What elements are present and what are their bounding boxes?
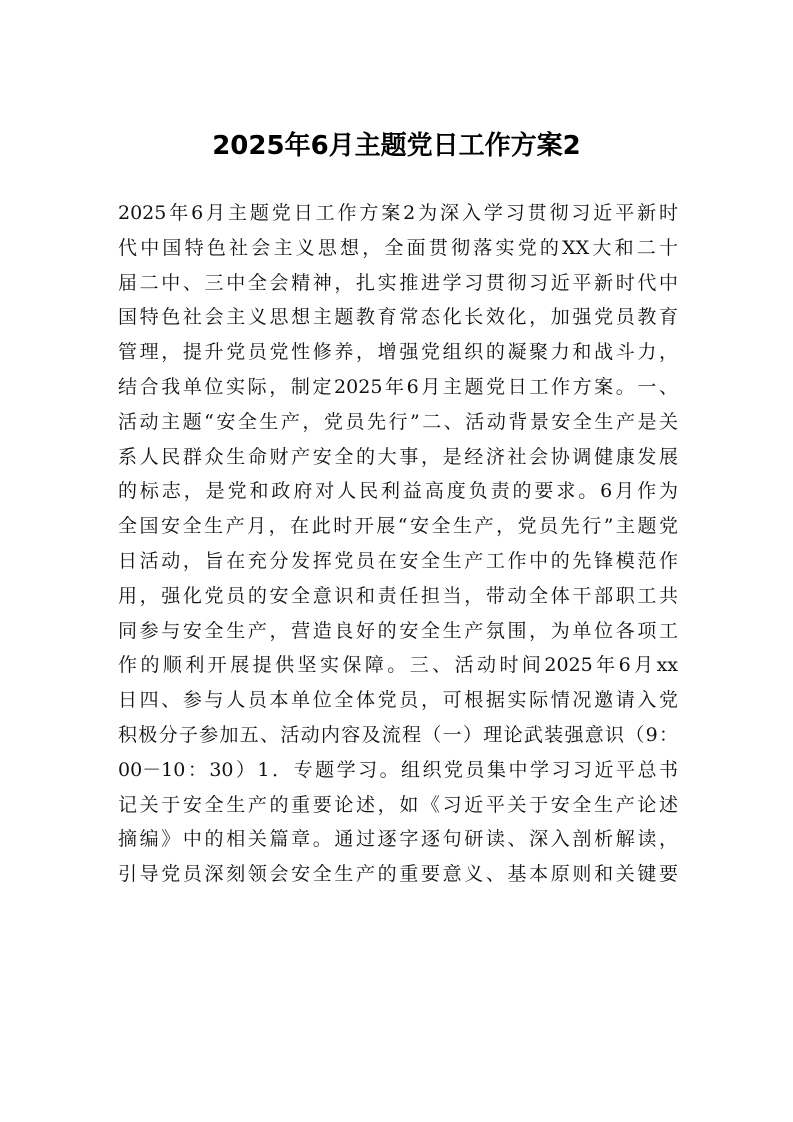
body-line: 积极分子参加五、活动内容及流程（一）理论武装强意识（9： <box>118 723 678 746</box>
body-line: 管理，提升党员党性修养，增强党组织的凝聚力和战斗力， <box>118 341 678 364</box>
body-line: 国特色社会主义思想主题教育常态化长效化，加强党员教育 <box>118 306 678 329</box>
body-line: 摘编》中的相关篇章。通过逐字逐句研读、深入剖析解读， <box>118 828 678 851</box>
body-line: 引导党员深刻领会安全生产的重要意义、基本原则和关键要 <box>118 863 678 886</box>
body-line: 全国安全生产月，在此时开展“安全生产，党员先行”主题党 <box>118 515 678 538</box>
body-line: 作的顺利开展提供坚实保障。三、活动时间2025年6月xx <box>118 654 678 677</box>
body-line: 用，强化党员的安全意识和责任担当，带动全体干部职工共 <box>118 584 678 607</box>
body-line: 系人民群众生命财产安全的大事，是经济社会协调健康发展 <box>118 445 678 468</box>
body-line: 的标志，是党和政府对人民利益高度负责的要求。6月作为 <box>118 480 678 503</box>
body-line: 活动主题“安全生产，党员先行”二、活动背景安全生产是关 <box>118 410 678 433</box>
body-line: 代中国特色社会主义思想，全面贯彻落实党的XX大和二十 <box>118 236 678 259</box>
body-line: 届二中、三中全会精神，扎实推进学习贯彻习近平新时代中 <box>118 271 678 294</box>
body-line: 日四、参与人员本单位全体党员，可根据实际情况邀请入党 <box>118 689 678 712</box>
body-line: 记关于安全生产的重要论述，如《习近平关于安全生产论述 <box>118 793 678 816</box>
body-line: 00－10：30）1．专题学习。组织党员集中学习习近平总书 <box>118 758 678 781</box>
body-line: 2025年6月主题党日工作方案2为深入学习贯彻习近平新时 <box>118 202 678 224</box>
body-line: 日活动，旨在充分发挥党员在安全生产工作中的先锋模范作 <box>118 549 678 572</box>
body-line: 结合我单位实际，制定2025年6月主题党日工作方案。一、 <box>118 375 678 398</box>
document-title: 2025年6月主题党日工作方案2 <box>212 131 581 161</box>
body-line: 同参与安全生产，营造良好的安全生产氛围，为单位各项工 <box>118 619 678 642</box>
document-body <box>118 196 678 892</box>
